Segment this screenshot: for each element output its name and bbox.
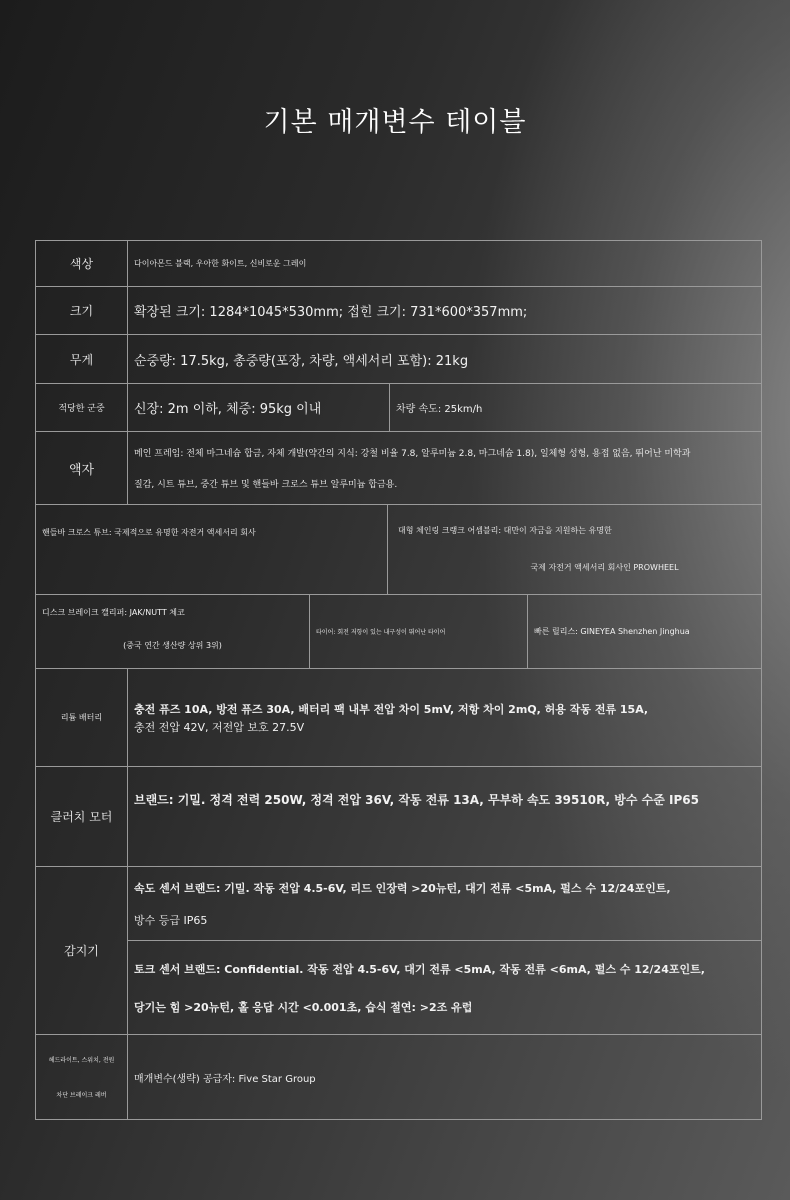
value-color: 다이아몬드 블랙, 우아한 화이트, 신비로운 그레이 bbox=[127, 240, 762, 287]
label-frame: 액자 bbox=[35, 431, 128, 505]
headlight-label-line-2: 차단 브레이크 레버 bbox=[56, 1092, 107, 1099]
value-quick-release: 빠른 릴리스: GINEYEA Shenzhen Jinghua bbox=[527, 594, 762, 669]
value-tire: 타이어: 회전 저항이 있는 내구성이 뛰어난 타이어 bbox=[309, 594, 528, 669]
crank-line-2: 국제 자전거 액세서리 회사인 PROWHEEL bbox=[530, 563, 679, 572]
value-torque-sensor bbox=[127, 940, 762, 1035]
label-weight: 무게 bbox=[35, 334, 128, 384]
label-size: 크기 bbox=[35, 286, 128, 335]
value-crowd: 신장: 2m 이하, 체중: 95kg 이내 bbox=[127, 383, 390, 432]
value-vehicle-speed: 차량 속도: 25km/h bbox=[389, 383, 762, 432]
label-battery: 리튬 배터리 bbox=[35, 668, 128, 767]
label-sensor: 감지기 bbox=[35, 866, 128, 1035]
torque-sensor-line-1: 토크 센서 브랜드: Confidential. 작동 전압 4.5-6V, 대기 전류 <5mA, 작동 전류 <6mA, 펄스 수 12/24포인트, bbox=[134, 962, 705, 976]
label-headlight bbox=[35, 1034, 128, 1120]
value-headlight: 매개변수(생략) 공급자: Five Star Group bbox=[127, 1034, 762, 1120]
frame-line-1: 메인 프레임: 전체 마그네슘 합금, 자체 개발(약간의 지식: 강철 비율 7.8, 알루미늄 2.8, 마그네슘 1.8), 일체형 성형, 용접 없음, 뛰어난 미학과 bbox=[134, 449, 691, 459]
value-battery bbox=[127, 668, 762, 767]
parameter-table bbox=[35, 240, 762, 1120]
value-frame bbox=[127, 431, 762, 505]
battery-line-2: 충전 전압 42V, 저전압 보호 27.5V bbox=[134, 720, 305, 734]
value-handlebar-tube: 핸들바 크로스 튜브: 국제적으로 유명한 자전거 액세서리 회사 bbox=[35, 504, 388, 595]
frame-line-2: 질감, 시트 튜브, 중간 튜브 및 핸들바 크로스 튜브 알루미늄 합금용. bbox=[134, 480, 398, 490]
value-size: 확장된 크기: 1284*1045*530mm; 접힌 크기: 731*600*357mm; bbox=[127, 286, 762, 335]
label-color: 색상 bbox=[35, 240, 128, 287]
page-title: 기본 매개변수 테이블 bbox=[263, 107, 527, 138]
speed-sensor-line-1: 속도 센서 브랜드: 기밀. 작동 전압 4.5-6V, 리드 인장력 >20뉴턴, 대기 전류 <5mA, 펄스 수 12/24포인트, bbox=[134, 881, 671, 895]
label-crowd: 적당한 군중 bbox=[35, 383, 128, 432]
label-motor: 클러치 모터 bbox=[35, 766, 128, 867]
crank-line-1: 대형 체인링 크랭크 어셈블리: 대만이 자금을 지원하는 유명한 bbox=[398, 526, 612, 535]
torque-sensor-line-2: 당기는 힘 >20뉴턴, 홀 응답 시간 <0.001초, 습식 절연: >2조 유럽 bbox=[134, 1000, 473, 1014]
value-motor: 브랜드: 기밀. 정격 전력 250W, 정격 전압 36V, 작동 전류 13A, 무부하 속도 39510R, 방수 수준 IP65 bbox=[127, 766, 762, 867]
value-brake-caliper bbox=[35, 594, 310, 669]
caliper-line-2: (중국 연간 생산량 상위 3위) bbox=[123, 641, 222, 650]
headlight-label-line-1: 헤드라이트, 스위치, 전원 bbox=[48, 1057, 115, 1064]
value-speed-sensor bbox=[127, 866, 762, 941]
value-weight: 순중량: 17.5kg, 총중량(포장, 차량, 액세서리 포함): 21kg bbox=[127, 334, 762, 384]
battery-line-1: 충전 퓨즈 10A, 방전 퓨즈 30A, 배터리 팩 내부 전압 차이 5mV, 저항 차이 2mQ, 허용 작동 전류 15A, bbox=[134, 702, 649, 716]
value-crank-assembly bbox=[387, 504, 762, 595]
caliper-line-1: 디스크 브레이크 캘리퍼: JAK/NUTT 체코 bbox=[42, 608, 185, 617]
speed-sensor-line-2: 방수 등급 IP65 bbox=[134, 913, 208, 927]
